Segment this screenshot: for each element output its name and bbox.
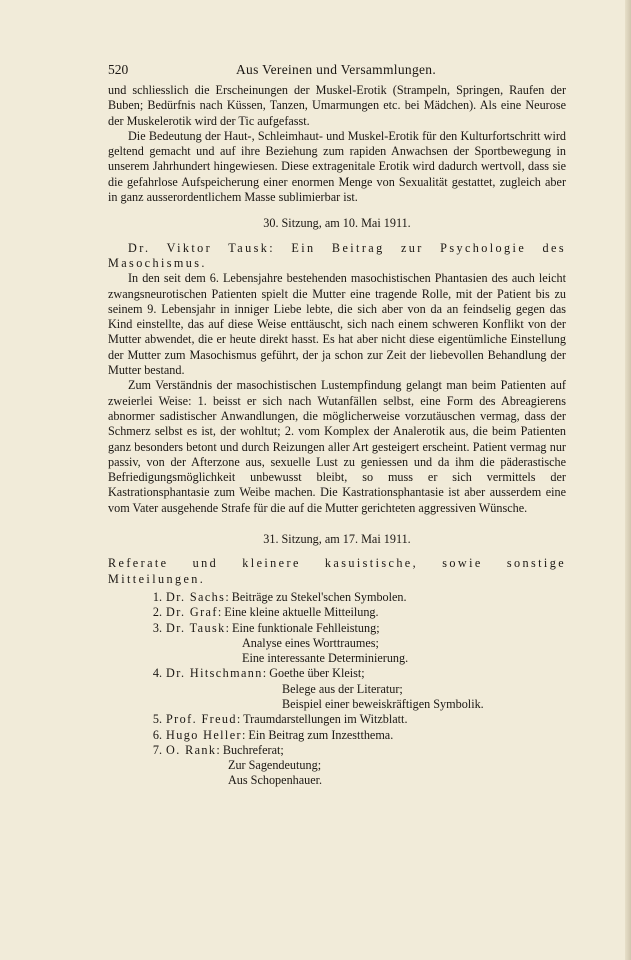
page-header <box>108 62 564 80</box>
item-text: Belege aus der Literatur; <box>282 681 403 696</box>
item-text: Beispiel einer beweiskräftigen Symbolik. <box>282 696 484 711</box>
item-text: : Beiträge zu Stekel'schen Symbolen. <box>225 589 407 604</box>
list-item-continuation <box>108 651 566 666</box>
item-number: 3. <box>152 620 162 635</box>
item-number: 5. <box>152 712 162 727</box>
speaker-name: Hugo Heller <box>166 727 242 742</box>
paragraph: Die Bedeutung der Haut-, Schleimhaut- und Muskel-Erotik für den Kulturfortschritt wird geltend gemacht und auf ihre Beziehung zum rapiden Anwachsen der Sportbewegung in unserem Jahrhundert hingewiesen. Diese extragenitale Erotik wird dadurch wertvoll, dass sie die gefahrlose Aufspeicherung einer enormen Menge von Sexualität gestattet, zugleich aber in ganz ausserordentlichem Masse sublimierbar ist. <box>108 128 566 205</box>
page-number: 520 <box>108 62 129 77</box>
paragraph: und schliesslich die Erscheinungen der Muskel-Erotik (Strampeln, Springen, Raufen der Buben; Bedürfnis nach Küssen, Tanzen, Umarmungen etc. bei Mädchen). Als eine Neurose der Muskelerotik wird der Tic aufgefasst. <box>108 83 566 128</box>
list-item <box>108 590 566 605</box>
item-text: : Eine kleine aktuelle Mitteilung. <box>217 605 379 620</box>
speaker-name: Prof. Freud <box>166 712 237 727</box>
running-title: Aus Vereinen und Versammlungen. <box>235 62 437 77</box>
item-text: : Buchreferat; <box>216 742 284 757</box>
page-content <box>108 83 566 789</box>
session-heading: 31. Sitzung, am 17. Mai 1911. <box>263 532 411 547</box>
paragraph: Zum Verständnis der masochistischen Lustempfindung gelangt man beim Patienten auf zweierlei Weise: 1. beisst er sich nach Wutanfällen selbst, eine Form des Abreagierens abnormer sadistischer Anwandlungen, die möglicherweise vorzutäuschen vermag, dass der Schmerz selbst es ist, der wohltut; 2. vom Komplex der Analerotik aus, die beim Patienten ganz besonders betont und durch Reizungen aller Art gesteigert erscheint. Patient vermag nur passiv, von der Afterzone aus, sexuelle Lust zu geniessen und da ihm die päderastische Befriedigungsmöglichkeit unbewusst bleibt, so muss er sich vermittels der Kastrationsphantasie zum Weibe machen. Die Kastrationsphantasie ist aber ausserdem eine vom Vater ausgehende Strafe für die auf die Mutter gerichteten aggressiven Wünsche. <box>108 378 566 515</box>
speaker-name: Dr. Hitschmann <box>166 666 263 681</box>
talk-title <box>108 241 566 272</box>
item-number: 6. <box>152 727 162 742</box>
list-item <box>108 621 566 636</box>
item-text: : Eine funktionale Fehlleistung; <box>225 620 380 635</box>
list-item <box>108 743 566 758</box>
list-item-continuation <box>108 697 566 712</box>
talk-title-text: : Ein Beitrag zur Psychologie des Masochismus. <box>108 240 566 270</box>
item-number: 4. <box>152 666 162 681</box>
list-item <box>108 712 566 727</box>
paragraph: In den seit dem 6. Lebensjahre bestehenden masochistischen Phantasien des auch leicht zwangsneurotischen Patienten spielt die Mutter eine tragende Rolle, mit der Patient bis zu seinem 9. Lebensjahr in inniger Liebe lebte, die sich aber von da an feindselig gegen das Kind einstellte, das auf diese Weise enttäuscht, sich nach einem schweren Konflikt von der Mutter abwendet, die er heute direkt hasst. Es hat aber nicht diese eigentümliche Einstellung der Mutter zum Masochismus geführt, der ja schon zur Zeit der liebevollen Behandlung der Mutter bestand. <box>108 271 566 378</box>
item-text: Aus Schopenhauer. <box>228 773 323 788</box>
speaker-name: O. Rank <box>166 742 217 757</box>
list-item <box>108 728 566 743</box>
list-item <box>108 605 566 620</box>
speaker-name: Dr. Sachs <box>166 589 226 604</box>
item-number: 1. <box>152 589 162 604</box>
list-item-continuation <box>108 682 566 697</box>
item-text: Eine interessante Determinierung. <box>242 651 409 666</box>
item-text: : Traumdarstellungen im Witzblatt. <box>236 712 408 727</box>
list-item-continuation <box>108 773 566 788</box>
list-item-continuation <box>108 636 566 651</box>
speaker-name: Dr. Graf <box>166 605 218 620</box>
item-text: : Ein Beitrag zum Inzestthema. <box>241 727 394 742</box>
item-number: 2. <box>152 605 162 620</box>
talk-list <box>108 590 566 789</box>
item-text: Analyse eines Worttraumes; <box>242 635 379 650</box>
speaker-name: Dr. Viktor Tausk <box>128 240 270 255</box>
item-text: Zur Sagendeutung; <box>228 758 322 773</box>
session-subtitle: Referate und kleinere kasuistische, sowie sonstige Mitteilungen. <box>108 556 566 586</box>
speaker-name: Dr. Tausk <box>166 620 226 635</box>
session-heading: 30. Sitzung, am 10. Mai 1911. <box>263 216 411 231</box>
item-number: 7. <box>152 742 162 757</box>
scan-edge <box>625 0 631 960</box>
list-item-continuation <box>108 758 566 773</box>
item-text: : Goethe über Kleist; <box>262 666 365 681</box>
list-item <box>108 666 566 681</box>
